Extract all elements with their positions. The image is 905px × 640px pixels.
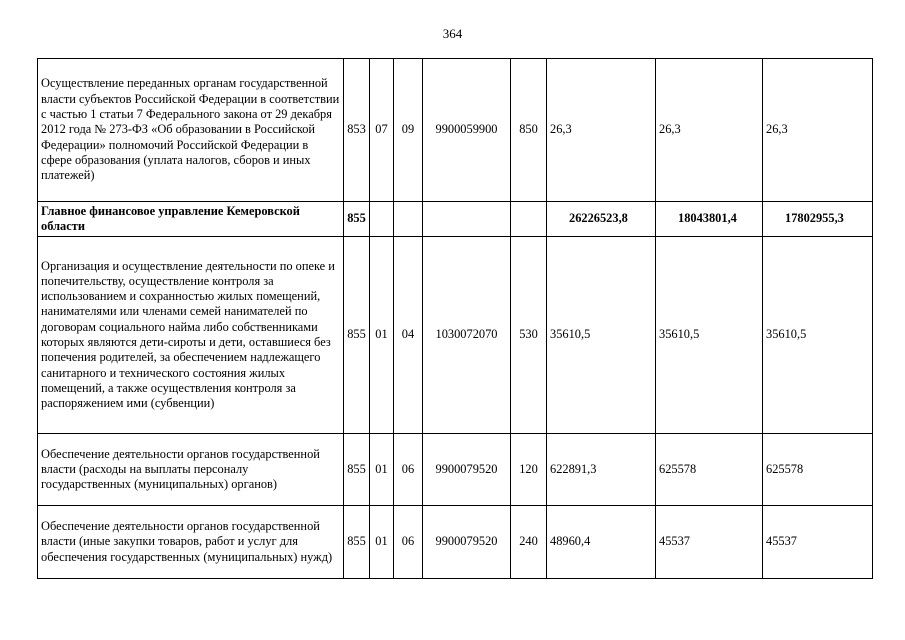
row-description: Обеспечение деятельности органов государственной власти (иные закупки товаров, работ и услуг для обеспечения государственных (муниципальных) нужд)	[38, 506, 344, 579]
expense-code: 530	[511, 237, 547, 434]
section-code: 07	[370, 59, 394, 202]
amount-year-1: 35610,5	[547, 237, 656, 434]
amount-year-2: 45537	[656, 506, 763, 579]
expense-code: 850	[511, 59, 547, 202]
subsection-code	[394, 202, 423, 237]
expense-code	[511, 202, 547, 237]
table-row	[38, 434, 873, 506]
amount-year-2: 26,3	[656, 59, 763, 202]
expense-code: 240	[511, 506, 547, 579]
table-row	[38, 237, 873, 434]
section-code	[370, 202, 394, 237]
amount-year-2: 625578	[656, 434, 763, 506]
row-description: Главное финансовое управление Кемеровской области	[38, 202, 344, 237]
amount-year-3: 45537	[763, 506, 873, 579]
ministry-code: 855	[344, 506, 370, 579]
target-code: 1030072070	[423, 237, 511, 434]
row-description: Обеспечение деятельности органов государственной власти (расходы на выплаты персоналу государственных (муниципальных) органов)	[38, 434, 344, 506]
section-code: 01	[370, 237, 394, 434]
amount-year-1: 48960,4	[547, 506, 656, 579]
amount-year-3: 625578	[763, 434, 873, 506]
row-description: Осуществление переданных органам государственной власти субъектов Российской Федерации в соответствии с частью 1 статьи 7 Федерального закона от 29 декабря 2012 года № 273-ФЗ «Об образовании в Российской Федерации» полномочий Российской Федерации в сфере образования (уплата налогов, сборов и иных платежей)	[38, 59, 344, 202]
subsection-code: 09	[394, 59, 423, 202]
table-row	[38, 506, 873, 579]
page-number: 364	[442, 26, 463, 41]
target-code: 9900059900	[423, 59, 511, 202]
amount-year-3: 35610,5	[763, 237, 873, 434]
target-code	[423, 202, 511, 237]
subsection-code: 06	[394, 506, 423, 579]
target-code: 9900079520	[423, 506, 511, 579]
amount-year-3: 17802955,3	[763, 202, 873, 237]
table-row	[38, 59, 873, 202]
ministry-code: 855	[344, 434, 370, 506]
ministry-code: 855	[344, 202, 370, 237]
ministry-code: 853	[344, 59, 370, 202]
row-description: Организация и осуществление деятельности по опеке и попечительству, осуществление контроля за использованием и сохранностью жилых помещений, нанимателями или членами семей нанимателей по договорам социального найма либо собственниками которых являются дети-сироты и дети, оставшиеся без попечения родителей, за обеспечением надлежащего санитарного и технического состояния жилых помещений, а также осуществления контроля за распоряжением ими (субвенции)	[38, 237, 344, 434]
subsection-code: 06	[394, 434, 423, 506]
amount-year-2: 35610,5	[656, 237, 763, 434]
amount-year-1: 26226523,8	[547, 202, 656, 237]
amount-year-3: 26,3	[763, 59, 873, 202]
ministry-code: 855	[344, 237, 370, 434]
subsection-code: 04	[394, 237, 423, 434]
amount-year-2: 18043801,4	[656, 202, 763, 237]
budget-table	[37, 58, 873, 579]
table-row	[38, 202, 873, 237]
section-code: 01	[370, 506, 394, 579]
expense-code: 120	[511, 434, 547, 506]
target-code: 9900079520	[423, 434, 511, 506]
section-code: 01	[370, 434, 394, 506]
amount-year-1: 622891,3	[547, 434, 656, 506]
amount-year-1: 26,3	[547, 59, 656, 202]
